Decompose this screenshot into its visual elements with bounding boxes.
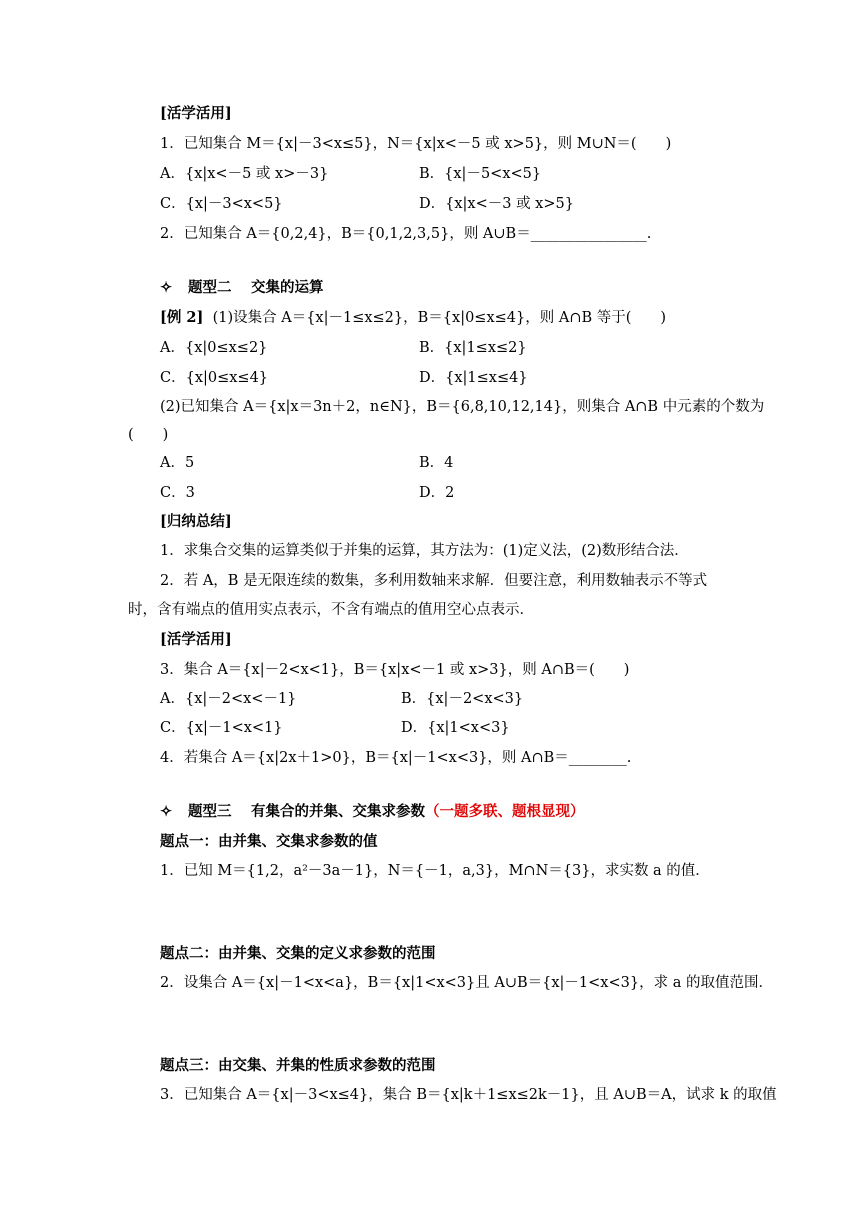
point1-heading: 题点一：由并集、交集求参数的值 [160, 833, 378, 850]
summary-item-2-line2: 时，含有端点的值用实点表示，不含有端点的值用空心点表示． [128, 602, 534, 618]
ex1-option-c: C．{x|0≤x≤4} [160, 370, 269, 386]
summary-heading: [归纳总结] [160, 513, 232, 530]
summary-item-2-line1: 2．若 A，B 是无限连续的数集，多利用数轴来求解．但要注意，利用数轴表示不等式 [160, 573, 708, 589]
diamond-bullet-icon: ✧ [160, 279, 173, 296]
point3-question: 3．已知集合 A＝{x|－3<x≤4}，集合 B＝{x|k＋1≤x≤2k－1}，且 A∪B＝A，试求 k 的取值 [160, 1087, 777, 1103]
example-2-q2-line1: (2)已知集合 A＝{x|x＝3n＋2，n∈N}，B＝{6,8,10,12,14}，则集合 A∩B 中元素的个数为 [160, 399, 765, 415]
q3-option-c: C．{x|－1<x<1} [160, 720, 283, 736]
example-q1-text: (1)设集合 A＝{x|－1≤x≤2}，B＝{x|0≤x≤4}，则 A∩B 等于( ) [212, 310, 667, 326]
q1-option-d: D．{x|x<－3 或 x>5} [419, 196, 574, 212]
ex2-option-d: D．2 [419, 485, 455, 501]
type3-title: 题型三 有集合的并集、交集求参数 [188, 803, 426, 820]
q3-option-b: B．{x|－2<x<3} [401, 691, 524, 707]
ex1-option-d: D．{x|1≤x≤4} [419, 370, 528, 386]
type3-title-note: （一题多联、题根显现） [425, 803, 585, 820]
type2-title: 题型二 交集的运算 [188, 279, 324, 296]
summary-item-1: 1．求集合交集的运算类似于并集的运算，其方法为：(1)定义法，(2)数形结合法． [160, 543, 689, 559]
question-4: 4．若集合 A＝{x|2x＋1>0}，B＝{x|－1<x<3}，则 A∩B＝________. [160, 750, 632, 766]
q1-option-b: B．{x|－5<x<5} [419, 166, 542, 182]
ex1-option-b: B．{x|1≤x≤2} [419, 340, 527, 356]
ex2-option-b: B．4 [419, 455, 454, 471]
ex2-option-c: C．3 [160, 485, 195, 501]
point2-question: 2．设集合 A＝{x|－1<x<a}，B＝{x|1<x<3}且 A∪B＝{x|－1<x<3}，求 a 的取值范围． [160, 975, 773, 991]
point3-heading: 题点三：由交集、并集的性质求参数的范围 [160, 1057, 436, 1074]
ex2-option-a: A．5 [160, 455, 195, 471]
example-2-q1 [160, 308, 666, 328]
diamond-bullet-icon: ✧ [160, 803, 173, 820]
example-2-q2-line2: ( ) [128, 427, 169, 443]
example-label: [例 2] [160, 309, 204, 326]
practice-heading-2: [活学活用] [160, 631, 232, 648]
q3-option-d: D．{x|1<x<3} [401, 720, 510, 736]
point2-heading: 题点二：由并集、交集的定义求参数的范围 [160, 945, 436, 962]
q1-option-c: C．{x|－3<x<5} [160, 196, 283, 212]
question-1: 1．已知集合 M＝{x|－3<x≤5}，N＝{x|x<－5 或 x>5}，则 M∪N＝( ) [160, 136, 672, 152]
question-3: 3．集合 A＝{x|－2<x<1}，B＝{x|x<－1 或 x>3}，则 A∩B＝( ) [160, 662, 630, 678]
practice-heading-1: [活学活用] [160, 105, 232, 122]
ex1-option-a: A．{x|0≤x≤2} [160, 340, 268, 356]
type2-heading [160, 278, 324, 298]
q3-option-a: A．{x|－2<x<－1} [160, 691, 297, 707]
point1-question: 1．已知 M＝{1,2，a²－3a－1}，N＝{－1，a,3}，M∩N＝{3}，求实数 a 的值． [160, 863, 710, 879]
q1-option-a: A．{x|x<－5 或 x>－3} [160, 166, 329, 182]
question-2: 2．已知集合 A＝{0,2,4}，B＝{0,1,2,3,5}，则 A∪B＝________________. [160, 226, 652, 242]
type3-heading [160, 802, 585, 822]
